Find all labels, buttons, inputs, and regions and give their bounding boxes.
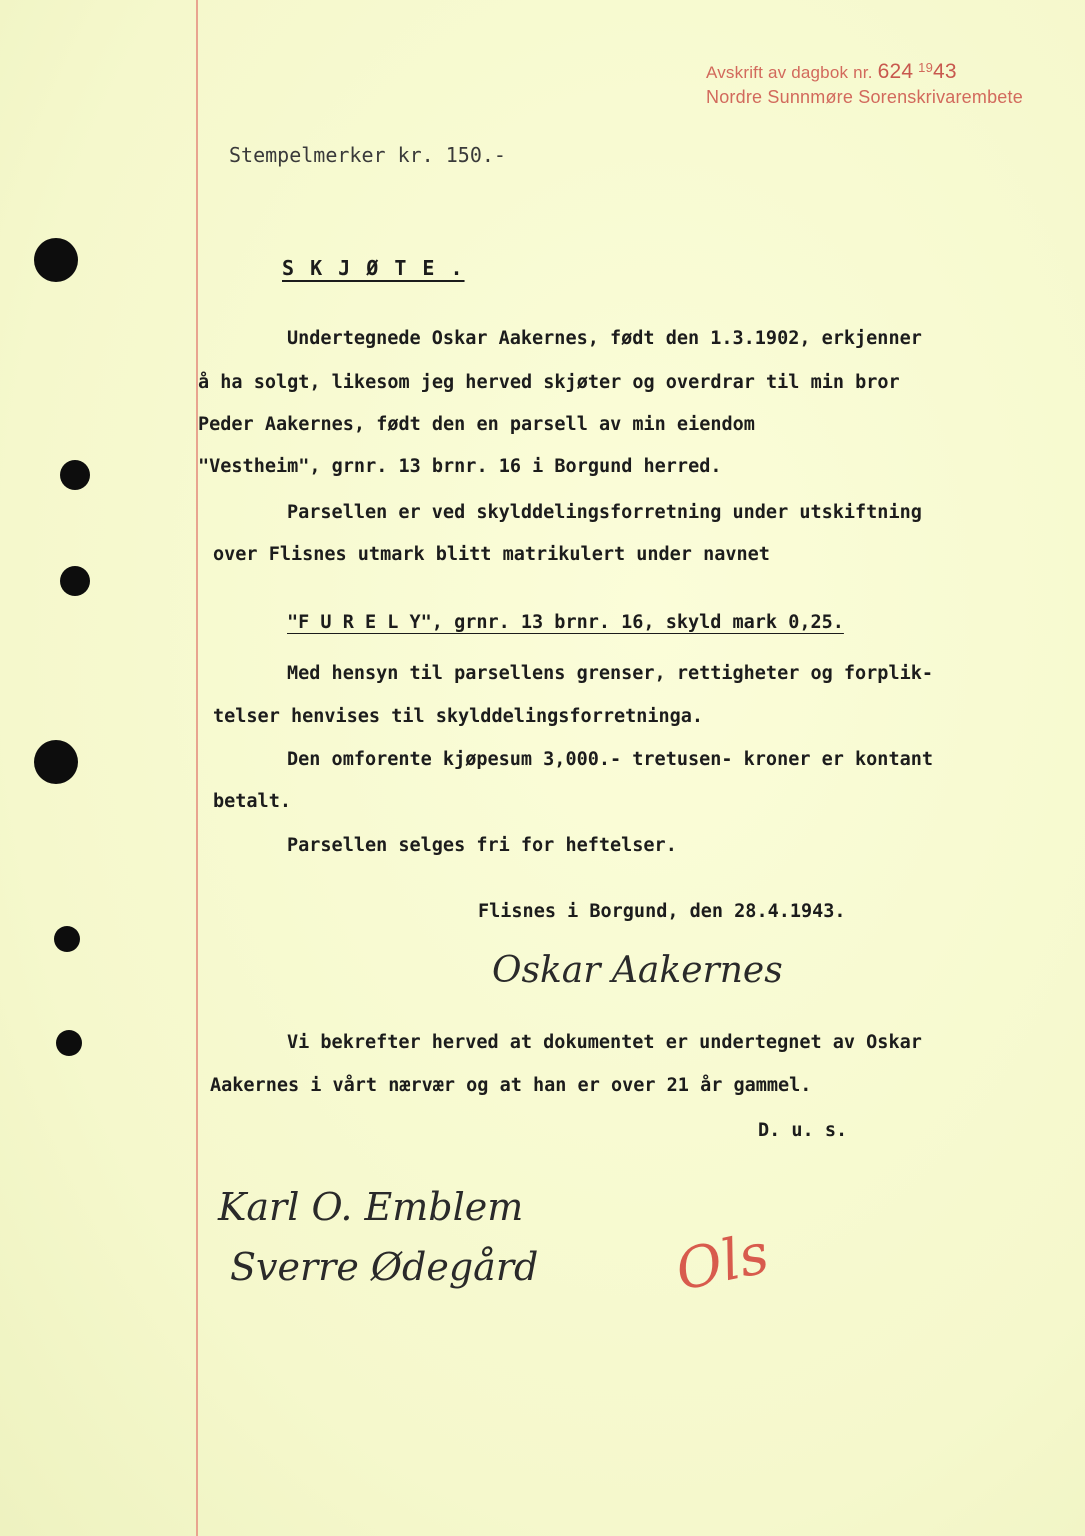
body-line-6: over Flisnes utmark blitt matrikulert under navnet [213,544,770,565]
body-line-5: Parsellen er ved skylddelingsforretning under utskiftning [287,502,922,523]
witness-line-1: Vi bekrefter herved at dokumentet er undertegnet av Oskar [287,1032,922,1053]
punch-hole [34,238,78,282]
document-title: S K J Ø T E . [282,256,465,280]
body-line-12: Parsellen selges fri for heftelser. [287,835,677,856]
punch-hole [60,566,90,596]
year-printed: 19 [918,60,934,75]
place-date: Flisnes i Borgund, den 28.4.1943. [478,901,846,922]
punch-hole [34,740,78,784]
punch-hole [60,460,90,490]
entry-number: 624 [877,60,914,83]
body-line-1: Undertegnede Oskar Aakernes, født den 1.3.1902, erkjenner [287,328,922,349]
clerk-initials: Ols [670,1221,775,1304]
body-line-3: Peder Aakernes, født den en parsell av min eiendom [198,414,755,435]
witness-2-signature: Sverre Ødegård [230,1245,539,1289]
witness-1-signature: Karl O. Emblem [218,1185,524,1229]
property-name-line: "F U R E L Y", grnr. 13 brnr. 16, skyld mark 0,25. [287,612,844,633]
body-line-9: telser henvises til skylddelingsforretninga. [213,706,704,727]
punch-hole [56,1030,82,1056]
stamp-prefix: Avskrift av dagbok nr. [706,63,873,82]
witness-line-2: Aakernes i vårt nærvær og at han er over 21 år gammel. [210,1075,812,1096]
stamp-duty: Stempelmerker kr. 150.- [229,143,506,167]
body-line-2: å ha solgt, likesom jeg herved skjøter og overdrar til min bror [198,372,900,393]
body-line-10: Den omforente kjøpesum 3,000.- tretusen- kroner er kontant [287,749,934,770]
registry-stamp-line-1 [706,60,957,84]
closing-abbreviation: D. u. s. [758,1120,848,1141]
body-line-8: Med hensyn til parsellens grenser, rettigheter og forplik- [287,663,934,684]
margin-line [196,0,198,1536]
body-line-11: betalt. [213,791,291,812]
body-line-4: "Vestheim", grnr. 13 brnr. 16 i Borgund herred. [198,456,722,477]
punch-hole [54,926,80,952]
registry-stamp-office: Nordre Sunnmøre Sorenskrivarembete [706,87,1023,107]
year-written: 43 [933,60,957,83]
seller-signature: Oskar Aakernes [492,950,783,991]
